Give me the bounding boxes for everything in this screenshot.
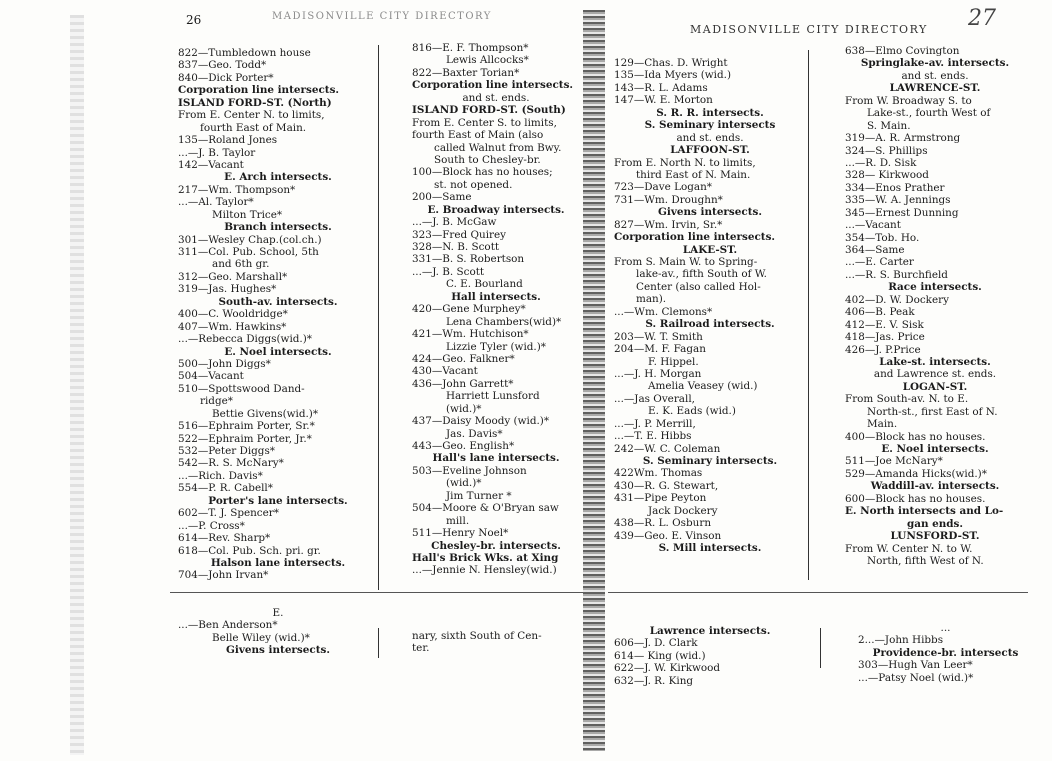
- directory-column-2-bottom: [412, 630, 580, 660]
- directory-entry: 822—Tumbledown house: [178, 47, 311, 59]
- directory-heading: E. Broadway intersects.: [427, 203, 565, 216]
- directory-entry: 331—B. S. Robertson: [412, 253, 525, 266]
- directory-entry: From W. Broadway S. to: [845, 94, 972, 107]
- directory-entry: ...—E. Carter: [845, 256, 914, 269]
- directory-entry: Lena Chambers(wid)*: [446, 315, 562, 328]
- directory-entry: 437—Daisy Moody (wid.)*: [412, 415, 550, 428]
- directory-entry: Jas. Davis*: [446, 427, 503, 440]
- directory-heading: LUNSFORD-ST.: [890, 530, 980, 543]
- directory-entry: 426—J. P.Price: [845, 343, 921, 356]
- directory-entry: 731—Wm. Droughn*: [614, 193, 723, 206]
- directory-entry: 400—Block has no houses.: [845, 430, 986, 443]
- directory-entry: 421—Wm. Hutchison*: [412, 328, 529, 341]
- directory-heading: S. Mill intersects.: [658, 542, 762, 555]
- column-rule-right-bottom: [820, 628, 821, 668]
- directory-entry: 602—T. J. Spencer*: [178, 507, 279, 520]
- directory-entry: From S. Main W. to Spring-: [614, 256, 758, 268]
- directory-entry: 319—Jas. Hughes*: [178, 283, 277, 296]
- directory-heading: Hall's Brick Wks. at Xing: [412, 551, 559, 564]
- directory-heading: Givens intersects.: [226, 644, 330, 657]
- directory-entry: 439—Geo. E. Vinson: [614, 529, 722, 542]
- directory-heading: Lawrence intersects.: [649, 625, 771, 637]
- directory-entry: ...: [940, 622, 951, 634]
- directory-entry: 554—P. R. Cabell*: [178, 482, 273, 495]
- directory-entry: ...—Vacant: [845, 219, 901, 232]
- directory-entry: and 6th gr.: [212, 258, 270, 271]
- left-page-header: MADISONVILLE CITY DIRECTORY: [272, 11, 492, 22]
- directory-entry: ...—J. B. Scott: [412, 265, 485, 278]
- directory-heading: LAWRENCE-ST.: [889, 82, 981, 95]
- directory-entry: ...—J. B. Taylor: [178, 146, 256, 159]
- directory-entry: ...—Patsy Noel (wid.)*: [858, 671, 974, 684]
- directory-entry: 100—Block has no houses;: [412, 166, 553, 179]
- directory-heading: LAKE-ST.: [682, 243, 738, 256]
- directory-heading: E. North intersects and Lo-: [845, 505, 1004, 518]
- directory-entry: 420—Gene Murphey*: [412, 303, 526, 316]
- directory-entry: E. K. Eads (wid.): [648, 405, 736, 418]
- directory-heading: South-av. intersects.: [218, 295, 338, 308]
- directory-entry: North-st., first East of N.: [867, 405, 998, 418]
- directory-entry: ...—Wm. Clemons*: [614, 305, 713, 318]
- directory-heading: Hall's lane intersects.: [432, 452, 560, 465]
- directory-entry: 328— Kirkwood: [845, 169, 929, 182]
- directory-entry: 424—Geo. Falkner*: [412, 352, 515, 365]
- directory-entry: fourth East of Main (also: [412, 129, 544, 142]
- directory-entry: 511—Joe McNary*: [845, 455, 943, 468]
- directory-entry: mill.: [446, 514, 470, 527]
- directory-entry: and st. ends.: [676, 131, 744, 144]
- directory-entry: From W. Center N. to W.: [845, 542, 973, 555]
- directory-entry: and st. ends.: [901, 69, 969, 82]
- directory-entry: ...—T. E. Hibbs: [614, 430, 692, 443]
- directory-entry: and st. ends.: [462, 91, 530, 104]
- directory-entry: 335—W. A. Jennings: [845, 194, 951, 207]
- directory-entry: From South-av. N. to E.: [845, 393, 969, 406]
- directory-heading: Corporation line intersects.: [178, 84, 340, 97]
- directory-entry: 827—Wm. Irvin, Sr.*: [614, 218, 723, 231]
- directory-entry: ...—J. B. McGaw: [412, 216, 497, 229]
- directory-entry: ...—Jennie N. Hensley(wid.): [412, 564, 557, 577]
- directory-entry: 143—R. L. Adams: [614, 81, 708, 94]
- directory-entry: Lewis Allcocks*: [446, 54, 529, 67]
- directory-heading: Waddill-av. intersects.: [870, 480, 1000, 493]
- directory-entry: lake-av., fifth South of W.: [636, 268, 767, 281]
- directory-entry: 412—E. V. Sisk: [845, 318, 924, 331]
- directory-entry: and Lawrence st. ends.: [873, 368, 997, 381]
- book-gutter: [583, 10, 605, 751]
- directory-entry: 312—Geo. Marshall*: [178, 270, 288, 283]
- directory-heading: Corporation line intersects.: [614, 231, 776, 244]
- directory-heading: Providence-br. intersects: [872, 646, 1019, 659]
- directory-entry: 204—M. F. Fagan: [614, 343, 706, 356]
- directory-entry: North, fifth West of N.: [867, 554, 984, 567]
- directory-entry: ...—R. S. Burchfield: [845, 268, 948, 281]
- directory-entry: From E. North N. to limits,: [614, 156, 756, 169]
- directory-entry: ...—P. Cross*: [178, 519, 245, 532]
- directory-entry: 135—Ida Myers (wid.): [614, 69, 732, 82]
- directory-entry: S. Main.: [867, 119, 911, 132]
- directory-heading: Hall intersects.: [451, 290, 541, 303]
- directory-entry: 328—N. B. Scott: [412, 241, 500, 253]
- directory-entry: Bettie Givens(wid.)*: [212, 407, 319, 420]
- directory-entry: From E. Center S. to limits,: [412, 116, 557, 129]
- directory-entry: 400—C. Wooldridge*: [178, 308, 288, 321]
- directory-entry: Jim Turner *: [446, 489, 512, 502]
- directory-entry: 364—Same: [845, 244, 905, 256]
- directory-entry: 511—Henry Noel*: [412, 527, 509, 540]
- directory-entry: ...—J. H. Morgan: [614, 367, 702, 380]
- directory-entry: called Walnut from Bwy.: [434, 141, 562, 154]
- directory-entry: 217—Wm. Thompson*: [178, 183, 296, 196]
- column-rule-left-bottom: [378, 628, 379, 658]
- directory-entry: Jack Dockery: [648, 504, 718, 517]
- directory-entry: 504—Moore & O'Bryan saw: [412, 502, 559, 515]
- directory-heading: Halson lane intersects.: [210, 556, 346, 569]
- directory-heading: S. R. R. intersects.: [656, 106, 764, 119]
- directory-entry: 407—Wm. Hawkins*: [178, 320, 287, 333]
- directory-column-4: [845, 45, 1025, 580]
- directory-column-2: [412, 42, 580, 582]
- directory-entry: ...—Ben Anderson*: [178, 619, 278, 632]
- directory-entry: 504—Vacant: [178, 370, 244, 383]
- directory-entry: 319—A. R. Armstrong: [845, 132, 961, 145]
- directory-heading: E. Arch intersects.: [224, 171, 332, 184]
- directory-entry: 638—Elmo Covington: [845, 45, 960, 57]
- column-rule-left: [378, 45, 379, 590]
- directory-entry: 242—W. C. Coleman: [614, 442, 721, 455]
- directory-heading: ISLAND FORD-ST. (North): [178, 96, 332, 109]
- directory-heading: ISLAND FORD-ST. (South): [412, 104, 566, 117]
- directory-entry: ...—Rich. Davis*: [178, 469, 263, 482]
- directory-entry: 324—S. Phillips: [845, 144, 928, 157]
- page-bottom-edge-left: [170, 592, 583, 593]
- directory-entry: ...—R. D. Sisk: [845, 156, 917, 169]
- directory-heading: Porter's lane intersects.: [208, 494, 348, 507]
- directory-entry: 311—Col. Pub. School, 5th: [178, 246, 319, 258]
- directory-entry: Center (also called Hol-: [636, 280, 761, 293]
- directory-entry: 510—Spottswood Dand-: [178, 382, 305, 395]
- directory-heading: E. Noel intersects.: [224, 345, 332, 358]
- directory-heading: gan ends.: [906, 517, 964, 530]
- right-page-number: 27: [968, 6, 996, 31]
- directory-entry: ter.: [412, 642, 430, 655]
- directory-column-3: [614, 57, 806, 575]
- directory-entry: 822—Baxter Torian*: [412, 66, 520, 79]
- directory-entry: Lake-st., fourth West of: [867, 107, 991, 120]
- directory-entry: ...—J. P. Merrill,: [614, 417, 696, 430]
- directory-entry: (wid.)*: [446, 477, 482, 490]
- directory-entry: 406—B. Peak: [845, 306, 915, 319]
- scan-edge-left: [70, 15, 84, 755]
- directory-entry: 500—John Diggs*: [178, 357, 271, 370]
- directory-entry: 418—Jas. Price: [845, 331, 925, 344]
- directory-entry: 142—Vacant: [178, 158, 244, 171]
- directory-entry: 431—Pipe Peyton: [614, 492, 707, 505]
- directory-entry: Milton Trice*: [212, 208, 283, 221]
- directory-entry: ...—Al. Taylor*: [178, 196, 254, 209]
- directory-entry: ...—Jas Overall,: [614, 392, 695, 405]
- directory-heading: Lake-st. intersects.: [879, 355, 991, 368]
- directory-entry: ...—Rebecca Diggs(wid.)*: [178, 333, 312, 346]
- directory-entry: 303—Hugh Van Leer*: [858, 659, 973, 672]
- directory-entry: 129—Chas. D. Wright: [614, 57, 728, 69]
- directory-column-1-bottom: [178, 607, 378, 667]
- directory-entry: 430—Vacant: [412, 365, 478, 378]
- directory-entry: 600—Block has no houses.: [845, 492, 986, 505]
- directory-heading: Chesley-br. intersects.: [431, 539, 561, 552]
- directory-heading: S. Seminary intersects: [644, 119, 776, 132]
- directory-entry: 632—J. R. King: [614, 674, 694, 687]
- directory-entry: ridge*: [200, 395, 233, 408]
- directory-entry: 443—Geo. English*: [412, 440, 515, 452]
- directory-entry: E.: [272, 607, 284, 619]
- directory-entry: 345—Ernest Dunning: [845, 206, 959, 219]
- directory-entry: C. E. Bourland: [446, 278, 523, 291]
- directory-entry: 614— King (wid.): [614, 649, 706, 662]
- directory-entry: F. Hippel.: [648, 355, 699, 368]
- directory-heading: S. Seminary intersects.: [642, 455, 778, 467]
- directory-entry: nary, sixth South of Cen-: [412, 630, 542, 642]
- directory-entry: Amelia Veasey (wid.): [648, 380, 758, 393]
- directory-entry: 354—Tob. Ho.: [845, 231, 920, 244]
- directory-heading: Branch intersects.: [224, 221, 332, 234]
- directory-entry: 203—W. T. Smith: [614, 330, 703, 343]
- directory-entry: 503—Eveline Johnson: [412, 464, 527, 477]
- directory-entry: 422Wm. Thomas: [614, 467, 703, 480]
- directory-entry: 430—R. G. Stewart,: [614, 479, 719, 492]
- directory-entry: (wid.)*: [446, 402, 482, 415]
- directory-entry: fourth East of Main.: [200, 121, 307, 134]
- directory-entry: 323—Fred Quirey: [412, 228, 507, 241]
- directory-heading: Race intersects.: [888, 281, 982, 294]
- directory-entry: 200—Same: [412, 191, 472, 204]
- directory-entry: 542—R. S. McNary*: [178, 457, 284, 470]
- directory-column-1: [178, 47, 378, 589]
- directory-heading: LOGAN-ST.: [902, 380, 968, 393]
- directory-heading: LAFFOON-ST.: [670, 144, 750, 157]
- page-bottom-edge-right: [608, 592, 1028, 593]
- directory-entry: South to Chesley-br.: [434, 153, 541, 166]
- directory-column-4-bottom: [858, 622, 1033, 687]
- directory-heading: Springlake-av. intersects.: [860, 57, 1010, 70]
- directory-entry: 704—John Irvan*: [178, 569, 269, 582]
- directory-entry: Harriett Lunsford: [446, 390, 540, 403]
- directory-entry: 618—Col. Pub. Sch. pri. gr.: [178, 544, 321, 557]
- directory-entry: 840—Dick Porter*: [178, 71, 274, 84]
- directory-entry: 723—Dave Logan*: [614, 181, 712, 194]
- directory-entry: 816—E. F. Thompson*: [412, 42, 529, 54]
- directory-entry: man).: [636, 293, 667, 306]
- right-page-header: MADISONVILLE CITY DIRECTORY: [690, 23, 928, 36]
- directory-heading: E. Noel intersects.: [881, 443, 989, 455]
- directory-entry: Main.: [867, 418, 898, 431]
- directory-entry: 135—Roland Jones: [178, 134, 278, 147]
- directory-entry: 334—Enos Prather: [845, 181, 945, 194]
- directory-entry: 837—Geo. Todd*: [178, 59, 267, 72]
- directory-entry: 622—J. W. Kirkwood: [614, 662, 721, 675]
- directory-entry: 532—Peter Diggs*: [178, 445, 275, 457]
- directory-entry: 516—Ephraim Porter, Sr.*: [178, 420, 315, 433]
- directory-entry: 614—Rev. Sharp*: [178, 532, 271, 545]
- directory-entry: 301—Wesley Chap.(col.ch.): [178, 233, 322, 246]
- directory-heading: Corporation line intersects.: [412, 79, 574, 92]
- directory-entry: st. not opened.: [434, 178, 513, 191]
- directory-entry: Lizzie Tyler (wid.)*: [446, 340, 546, 353]
- directory-entry: From E. Center N. to limits,: [178, 109, 325, 122]
- directory-column-3-bottom: [614, 625, 806, 690]
- directory-entry: 402—D. W. Dockery: [845, 293, 949, 306]
- directory-heading: S. Railroad intersects.: [645, 318, 775, 331]
- directory-entry: 606—J. D. Clark: [614, 637, 698, 650]
- directory-entry: 522—Ephraim Porter, Jr.*: [178, 432, 312, 445]
- directory-entry: 529—Amanda Hicks(wid.)*: [845, 467, 987, 480]
- directory-entry: 438—R. L. Osburn: [614, 517, 712, 530]
- directory-entry: Belle Wiley (wid.)*: [212, 631, 310, 644]
- directory-heading: Givens intersects.: [658, 206, 762, 219]
- directory-entry: 436—John Garrett*: [412, 377, 514, 390]
- directory-entry: third East of N. Main.: [636, 168, 751, 181]
- directory-entry: 147—W. E. Morton: [614, 94, 713, 107]
- column-rule-right: [808, 50, 809, 580]
- left-page-number: 26: [186, 13, 202, 27]
- directory-entry: 2...—John Hibbs: [858, 634, 944, 647]
